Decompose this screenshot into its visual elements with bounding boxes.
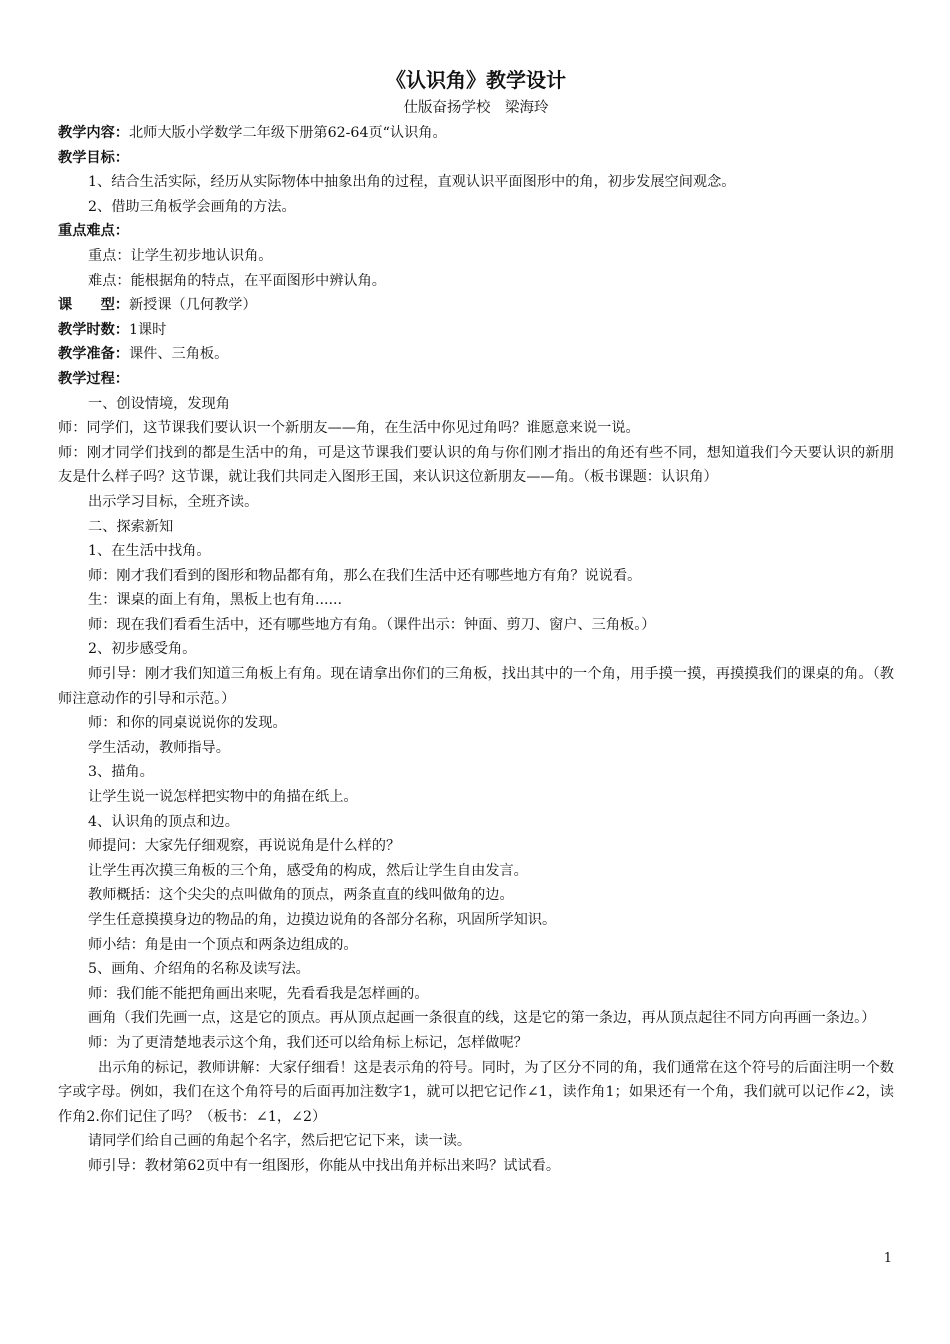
paragraph-26: 出示角的标记，教师讲解：大家仔细看！这是表示角的符号。同时，为了区分不同的角，我们通常在这个符号的后面注明一个数字或字母。例如，我们在这个角符号的后面再加注数字1，就可以把它记作∠1，读作角1；如果还有一个角，我们就可以记作∠2，读作角2.你们记住了吗？（板书：∠1，∠2）	[58, 1059, 894, 1125]
document-page	[58, 66, 894, 1179]
paragraph-25: 师：为了更清楚地表示这个角，我们还可以给角标上标记，怎样做呢？	[88, 1034, 528, 1051]
teaching-content	[58, 121, 894, 146]
lesson-hours-label: 教学时数：	[58, 321, 129, 338]
lesson-hours-text: 1课时	[128, 321, 167, 338]
subsection-2: 2、初步感受角。	[88, 641, 197, 658]
paragraph-8: 生：课桌的面上有角，黑板上也有角......	[88, 592, 343, 609]
lesson-prep	[58, 342, 894, 367]
paragraph-4: 出示学习目标，全班齐读。	[88, 493, 259, 510]
paragraph-21: 师小结：角是由一个顶点和两条边组成的。	[88, 936, 358, 953]
lesson-hours	[58, 318, 894, 343]
paragraph-13: 学生活动，教师指导。	[88, 739, 230, 756]
paragraph-3: 师：刚才同学们找到的都是生活中的角，可是这节课我们要认识的角与你们刚才指出的角还有些不同，想知道我们今天要认识的新朋友是什么样子吗？这节课，就让我们共同走入图形王国，来认识这位新朋友——角。（板书课题：认识角）	[58, 444, 894, 486]
teaching-content-label: 教学内容：	[58, 125, 129, 141]
lesson-prep-label: 教学准备：	[58, 346, 129, 363]
paragraph-15: 让学生说一说怎样把实物中的角描在纸上。	[88, 789, 358, 806]
teaching-process-label: 教学过程：	[58, 370, 129, 387]
paragraph-9: 师：现在我们看看生活中，还有哪些地方有角。（课件出示：钟面、剪刀、窗户、三角板。）	[88, 616, 656, 633]
lesson-type-text: 新授课（几何教学）	[128, 297, 257, 314]
author-line: 仕版奋扬学校 梁海玲	[403, 100, 549, 116]
paragraph-20: 学生任意摸摸身边的物品的角，边摸边说角的各部分名称，巩固所学知识。	[88, 912, 557, 928]
paragraph-19: 教师概括：这个尖尖的点叫做角的顶点，两条直直的线叫做角的边。	[88, 887, 514, 904]
page-number: 1	[883, 1251, 892, 1266]
lesson-type-label: 课 型：	[58, 297, 129, 314]
subsection-1: 1、在生活中找角。	[88, 543, 211, 560]
subsection-5: 5、画角、介绍角的名称及读写法。	[88, 961, 310, 978]
difficult-point: 难点：能根据角的特点，在平面图形中辨认角。	[88, 272, 386, 289]
goal-item-2: 2、借助三角板学会画角的方法。	[88, 198, 296, 215]
document-title: 《认识角》教学设计	[386, 68, 566, 92]
key-points-label: 重点难点：	[58, 223, 129, 240]
paragraph-17: 师提问：大家先仔细观察，再说说角是什么样的？	[88, 838, 401, 855]
paragraph-23: 师：我们能不能把角画出来呢，先看看我是怎样画的。	[88, 985, 429, 1002]
paragraph-2: 师：同学们，这节课我们要认识一个新朋友——角，在生活中你见过角吗？谁愿意来说一说。	[58, 420, 640, 437]
lesson-type	[58, 293, 894, 318]
paragraph-7: 师：刚才我们看到的图形和物品都有角，那么在我们生活中还有哪些地方有角？说说看。	[88, 567, 642, 584]
teaching-goals-label: 教学目标：	[58, 149, 129, 166]
teaching-content-text: 北师大版小学数学二年级下册第62-64页“认识角。	[128, 125, 447, 141]
key-point: 重点：让学生初步地认识角。	[88, 247, 273, 264]
subsection-4: 4、认识角的顶点和边。	[88, 813, 239, 830]
subsection-3: 3、描角。	[88, 764, 154, 781]
paragraph-12: 师：和你的同桌说说你的发现。	[88, 715, 287, 732]
paragraph-24: 画角（我们先画一点，这是它的顶点。再从顶点起画一条很直的线，这是它的第一条边，再从顶点起往不同方向再画一条边。）	[88, 1010, 876, 1027]
paragraph-11: 师引导：刚才我们知道三角板上有角。现在请拿出你们的三角板，找出其中的一个角，用手摸一摸，再摸摸我们的课桌的角。（教师注意动作的引导和示范。）	[58, 666, 894, 707]
section-heading-1: 一、创设情境，发现角	[88, 395, 230, 412]
paragraph-28: 师引导：教材第62页中有一组图形，你能从中找出角并标出来吗？试试看。	[88, 1157, 561, 1174]
section-heading-2: 二、探索新知	[88, 518, 174, 535]
lesson-prep-text: 课件、三角板。	[128, 346, 229, 363]
paragraph-27: 请同学们给自己画的角起个名字，然后把它记下来，读一读。	[88, 1133, 472, 1150]
goal-item-1: 1、结合生活实际，经历从实际物体中抽象出角的过程，直观认识平面图形中的角，初步发展空间观念。	[88, 174, 736, 191]
paragraph-18: 让学生再次摸三角板的三个角，感受角的构成，然后让学生自由发言。	[88, 862, 528, 879]
